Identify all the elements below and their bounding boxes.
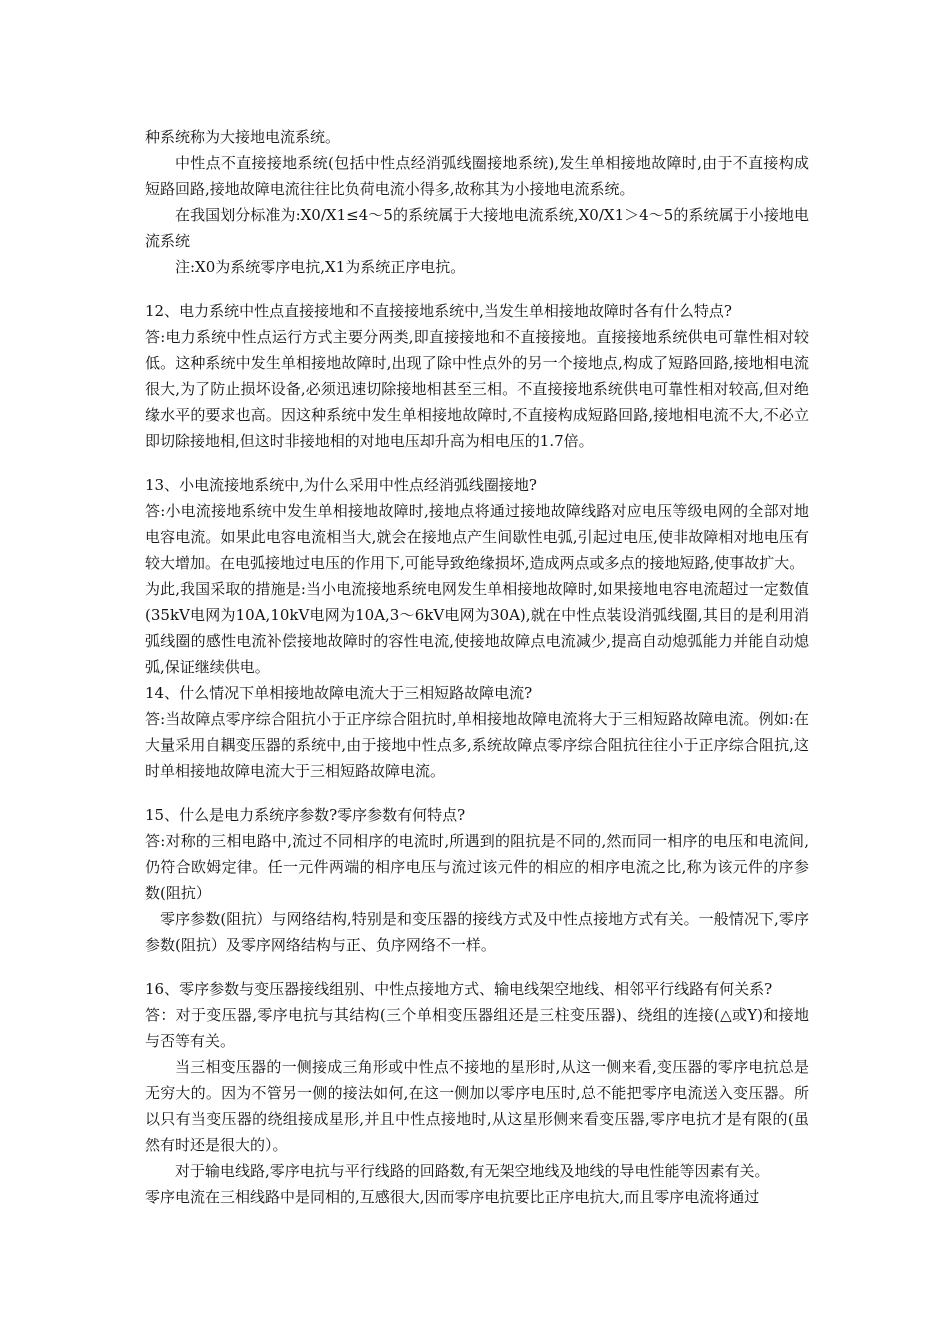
answer-paragraph: 答:小电流接地系统中发生单相接地故障时,接地点将通过接地故障线路对应电压等级电网的全部对地电容电流。如果此电容电流相当大,就会在接地点产生间歇性电弧,引起过电压,使非故障相对地电压有较大增加。在电弧接地过电压的作用下,可能导致绝缘损坏,造成两点或多点的接地短路,使事故扩大。 [145,502,809,572]
question-heading: 16、零序参数与变压器接线组别、中性点接地方式、输电线架空地线、相邻平行线路有何关系? [145,980,773,998]
question-heading: 12、电力系统中性点直接接地和不直接接地系统中,当发生单相接地故障时各有什么特点? [145,302,732,320]
paragraph: 在我国划分标准为:X0/X1≤4～5的系统属于大接地电流系统,X0/X1＞4～5的系统属于小接地电流系统 [145,206,809,250]
paragraph: 中性点不直接接地系统(包括中性点经消弧线圈接地系统),发生单相接地故障时,由于不直接构成短路回路,接地故障电流往往比负荷电流小得多,故称其为小接地电流系统。 [145,154,809,198]
answer-paragraph: 对于输电线路,零序电抗与平行线路的回路数,有无架空地线及地线的导电性能等因素有关。 [175,1162,770,1180]
answer-paragraph: 答:电力系统中性点运行方式主要分两类,即直接接地和不直接接地。直接接地系统供电可靠性相对较低。这种系统中发生单相接地故障时,出现了除中性点外的另一个接地点,构成了短路回路,接地相电流很大,为了防止损坏设备,必须迅速切除接地相甚至三相。不直接接地系统供电可靠性相对较高,但对绝缘水平的要求也高。因这种系统中发生单相接地故障时,不直接构成短路回路,接地相电流不大,不必立即切除接地相,但这时非接地相的对地电压却升高为相电压的1.7倍。 [145,328,809,450]
answer-paragraph: 答：对于变压器,零序电抗与其结构(三个单相变压器组还是三柱变压器)、绕组的连接(△或Y)和接地与否等有关。 [145,1006,809,1050]
answer-paragraph: 答:当故障点零序综合阻抗小于正序综合阻抗时,单相接地故障电流将大于三相短路故障电流。例如:在大量采用自耦变压器的系统中,由于接地中性点多,系统故障点零序综合阻抗往往小于正序综合阻抗,这时单相接地故障电流大于三相短路故障电流。 [145,710,809,780]
answer-paragraph: 为此,我国采取的措施是:当小电流接地系统电网发生单相接地故障时,如果接地电容电流超过一定数值(35kV电网为10A,10kV电网为10A,3～6kV电网为30A),就在中性点装设消弧线圈,其目的是利用消弧线圈的感性电流补偿接地故障时的容性电流,使接地故障点电流减少,提高自动熄弧能力并能自动熄弧,保证继续供电。 [145,580,809,676]
answer-paragraph: 零序参数(阻抗）与网络结构,特别是和变压器的接线方式及中性点接地方式有关。一般情况下,零序参数(阻抗）及零序网络结构与正、负序网络不一样。 [145,910,809,954]
answer-paragraph: 零序电流在三相线路中是同相的,互感很大,因而零序电抗要比正序电抗大,而且零序电流将通过 [145,1188,760,1206]
question-heading: 15、什么是电力系统序参数?零序参数有何特点? [145,806,466,824]
answer-paragraph: 当三相变压器的一侧接成三角形或中性点不接地的星形时,从这一侧来看,变压器的零序电抗总是无穷大的。因为不管另一侧的接法如何,在这一侧加以零序电压时,总不能把零序电流送入变压器。所以只有当变压器的绕组接成星形,并且中性点接地时,从这星形侧来看变压器,零序电抗才是有限的(虽然有时还是很大的）。 [145,1058,809,1154]
paragraph: 种系统称为大接地电流系统。 [145,128,341,146]
paragraph: 注:X0为系统零序电抗,X1为系统正序电抗。 [175,258,466,276]
question-heading: 14、什么情况下单相接地故障电流大于三相短路故障电流? [145,684,533,702]
document-body [145,124,809,1210]
question-heading: 13、小电流接地系统中,为什么采用中性点经消弧线圈接地? [145,476,537,494]
answer-paragraph: 答:对称的三相电路中,流过不同相序的电流时,所遇到的阻抗是不同的,然而同一相序的电压和电流间,仍符合欧姆定律。任一元件两端的相序电压与流过该元件的相应的相序电流之比,称为该元件的序参数(阻抗） [145,832,809,902]
